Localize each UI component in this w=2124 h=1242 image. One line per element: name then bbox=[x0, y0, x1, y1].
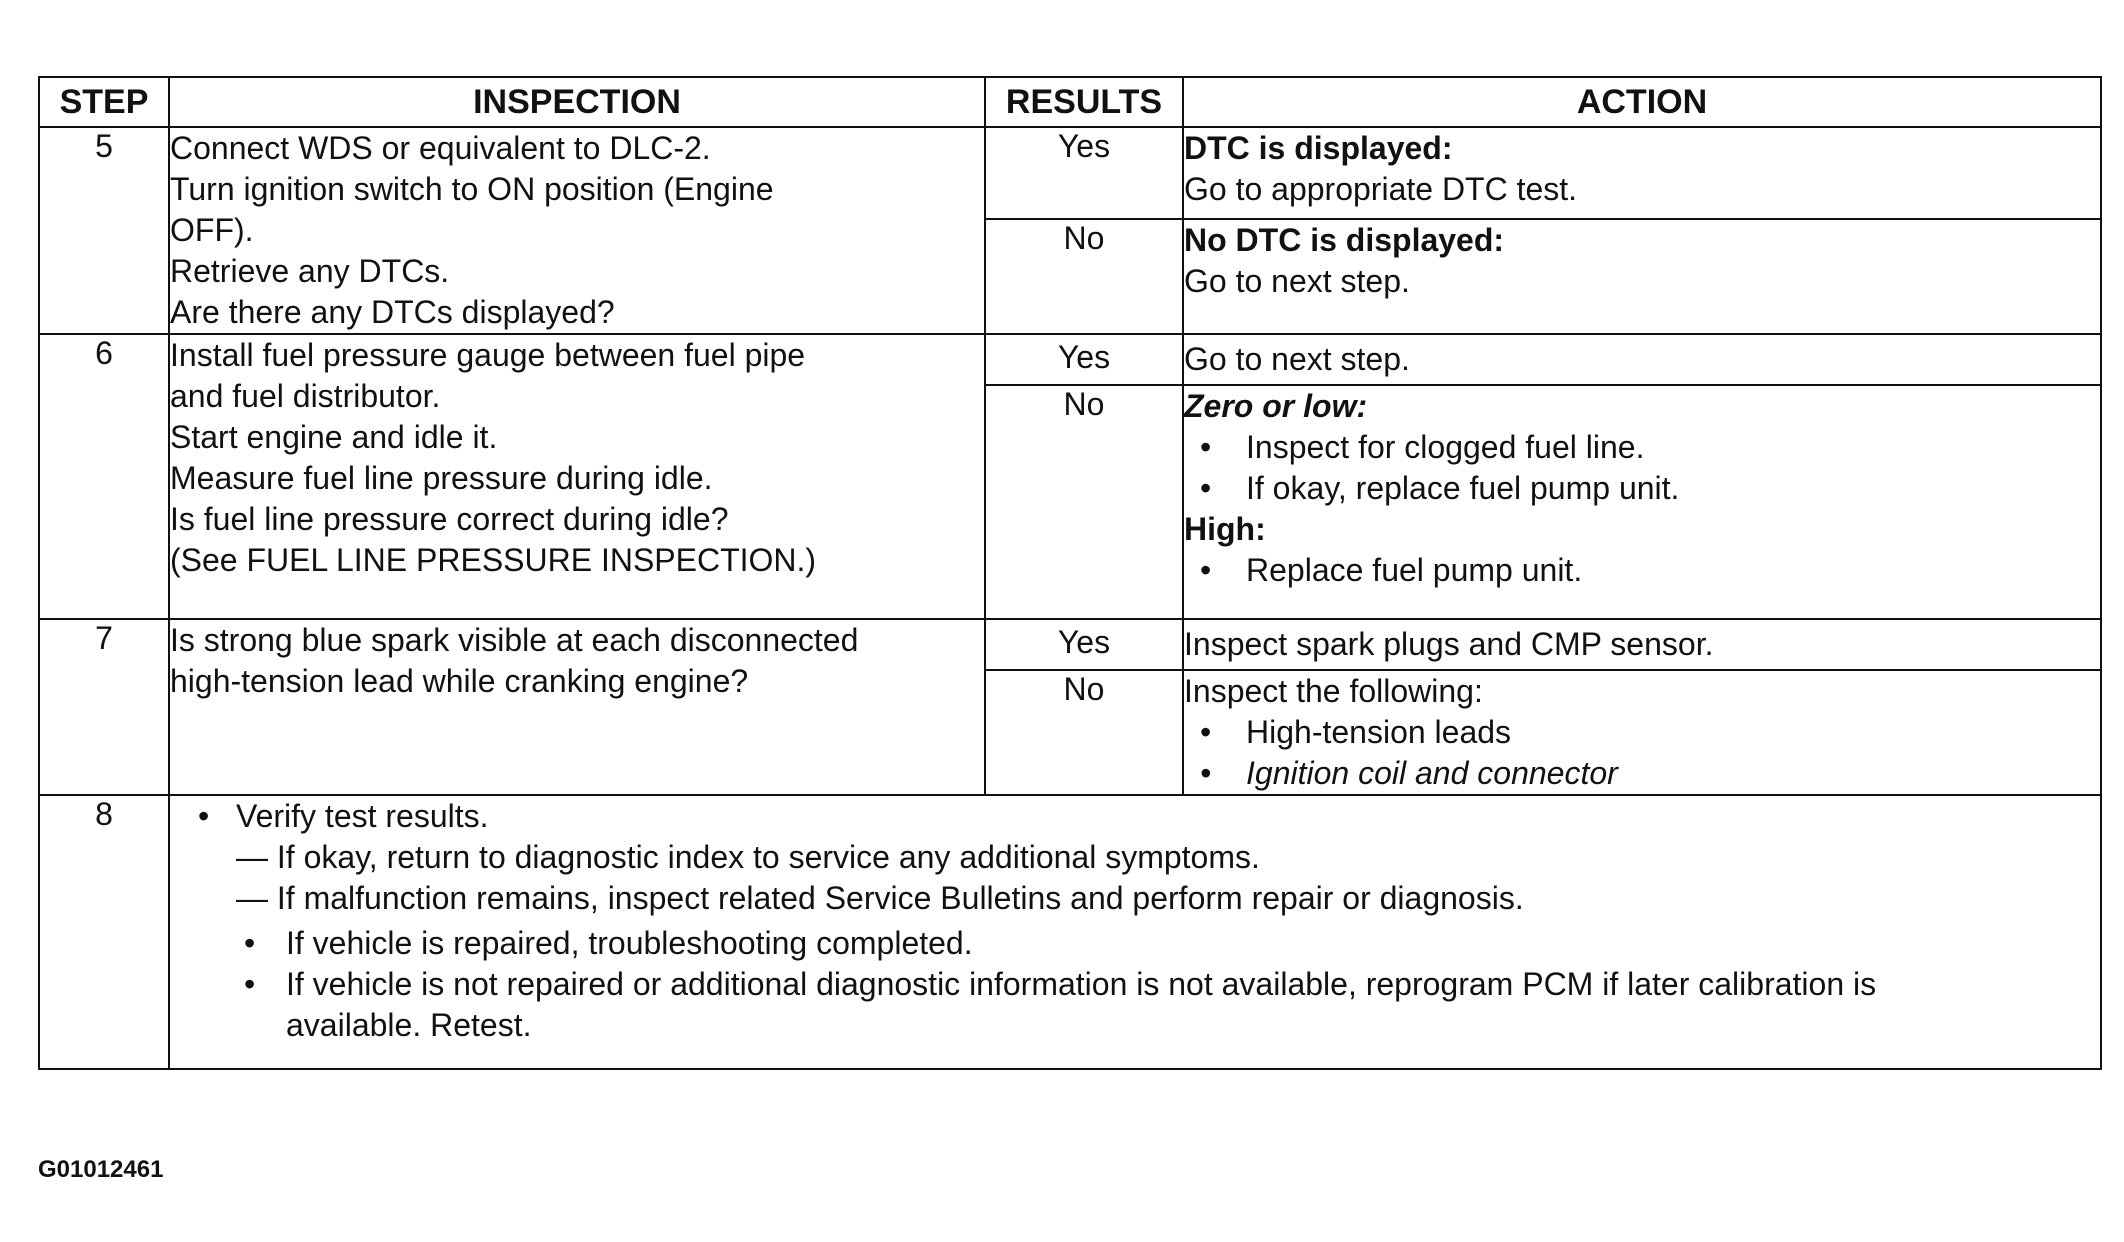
list-item: • If okay, replace fuel pump unit. bbox=[1246, 468, 2100, 509]
action-heading: DTC is displayed: bbox=[1184, 130, 1453, 166]
result-no: No bbox=[985, 670, 1183, 795]
sub-bullet-list bbox=[194, 923, 2100, 1046]
table-row-step-7 bbox=[39, 619, 2101, 670]
inspection-cell bbox=[169, 619, 985, 795]
list-item: • Inspect for clogged fuel line. bbox=[1246, 427, 2100, 468]
inspection-line: OFF). bbox=[170, 212, 254, 248]
inspection-line: Are there any DTCs displayed? bbox=[170, 294, 615, 330]
action-text: Go to next step. bbox=[1184, 262, 1410, 299]
diagnostic-table-container bbox=[38, 76, 2100, 1070]
header-row bbox=[39, 77, 2101, 127]
step-number: 7 bbox=[39, 619, 169, 795]
inspection-line: high-tension lead while cranking engine? bbox=[170, 663, 749, 699]
inspection-line: Retrieve any DTCs. bbox=[170, 253, 450, 289]
result-yes: Yes bbox=[985, 127, 1183, 219]
verify-cell bbox=[169, 795, 2101, 1069]
inspection-line: Connect WDS or equivalent to DLC-2. bbox=[170, 130, 711, 166]
figure-code: G01012461 bbox=[38, 1156, 164, 1183]
action-heading: Zero or low: bbox=[1184, 388, 1368, 424]
inspection-line: Turn ignition switch to ON position (Engine bbox=[170, 171, 774, 207]
list-item: • High-tension leads bbox=[1246, 712, 2100, 753]
action-yes bbox=[1183, 619, 2101, 670]
inspection-line: Measure fuel line pressure during idle. bbox=[170, 460, 713, 496]
header-step: STEP bbox=[39, 77, 169, 127]
action-yes bbox=[1183, 127, 2101, 219]
step-number: 6 bbox=[39, 334, 169, 619]
header-inspection: INSPECTION bbox=[169, 77, 985, 127]
table-row-step-6 bbox=[39, 334, 2101, 385]
step-number: 5 bbox=[39, 127, 169, 334]
verify-bullet-text: • Verify test results. bbox=[236, 798, 489, 834]
step-number: 8 bbox=[39, 795, 169, 1069]
inspection-line: and fuel distributor. bbox=[170, 378, 441, 414]
action-no bbox=[1183, 219, 2101, 334]
inspection-line: Is strong blue spark visible at each disconnected bbox=[170, 622, 859, 658]
action-heading: No DTC is displayed: bbox=[1184, 221, 1505, 258]
result-no: No bbox=[985, 219, 1183, 334]
diagnostic-table bbox=[38, 76, 2102, 1070]
header-results: RESULTS bbox=[985, 77, 1183, 127]
table-row-step-5 bbox=[39, 127, 2101, 219]
result-no: No bbox=[985, 385, 1183, 619]
action-bullet-list bbox=[1184, 712, 2100, 794]
action-text: Go to next step. bbox=[1184, 341, 1410, 377]
list-item bbox=[236, 796, 2100, 919]
result-yes: Yes bbox=[985, 619, 1183, 670]
action-text: Go to appropriate DTC test. bbox=[1184, 171, 1578, 207]
dash-item: — If okay, return to diagnostic index to service any additional symptoms. bbox=[236, 839, 1260, 875]
action-yes bbox=[1183, 334, 2101, 385]
inspection-line: Start engine and idle it. bbox=[170, 419, 498, 455]
list-item: • Replace fuel pump unit. bbox=[1246, 550, 2100, 591]
action-bullet-list bbox=[1184, 427, 2100, 509]
header-action: ACTION bbox=[1183, 77, 2101, 127]
action-text: Inspect spark plugs and CMP sensor. bbox=[1184, 626, 1714, 662]
dash-item: — If malfunction remains, inspect related Service Bulletins and perform repair or diagnosis. bbox=[236, 880, 1524, 916]
table-row-step-8 bbox=[39, 795, 2101, 1069]
inspection-line: (See FUEL LINE PRESSURE INSPECTION.) bbox=[170, 542, 817, 578]
list-item: • Ignition coil and connector bbox=[1246, 753, 2100, 794]
action-no bbox=[1183, 670, 2101, 795]
action-no bbox=[1183, 385, 2101, 619]
action-heading: High: bbox=[1184, 511, 1266, 547]
inspection-line: Install fuel pressure gauge between fuel pipe bbox=[170, 337, 806, 373]
action-bullet-list bbox=[1184, 550, 2100, 591]
inspection-cell bbox=[169, 334, 985, 619]
list-item: • If vehicle is repaired, troubleshooting completed. bbox=[286, 923, 2100, 964]
action-text: Inspect the following: bbox=[1184, 673, 1483, 709]
inspection-line: Is fuel line pressure correct during idle? bbox=[170, 501, 729, 537]
list-item: • If vehicle is not repaired or additional diagnostic information is not available, reprogram PCM if later calibration is available. Retest. bbox=[286, 964, 1926, 1046]
inspection-cell bbox=[169, 127, 985, 334]
verify-list bbox=[194, 796, 2100, 919]
result-yes: Yes bbox=[985, 334, 1183, 385]
